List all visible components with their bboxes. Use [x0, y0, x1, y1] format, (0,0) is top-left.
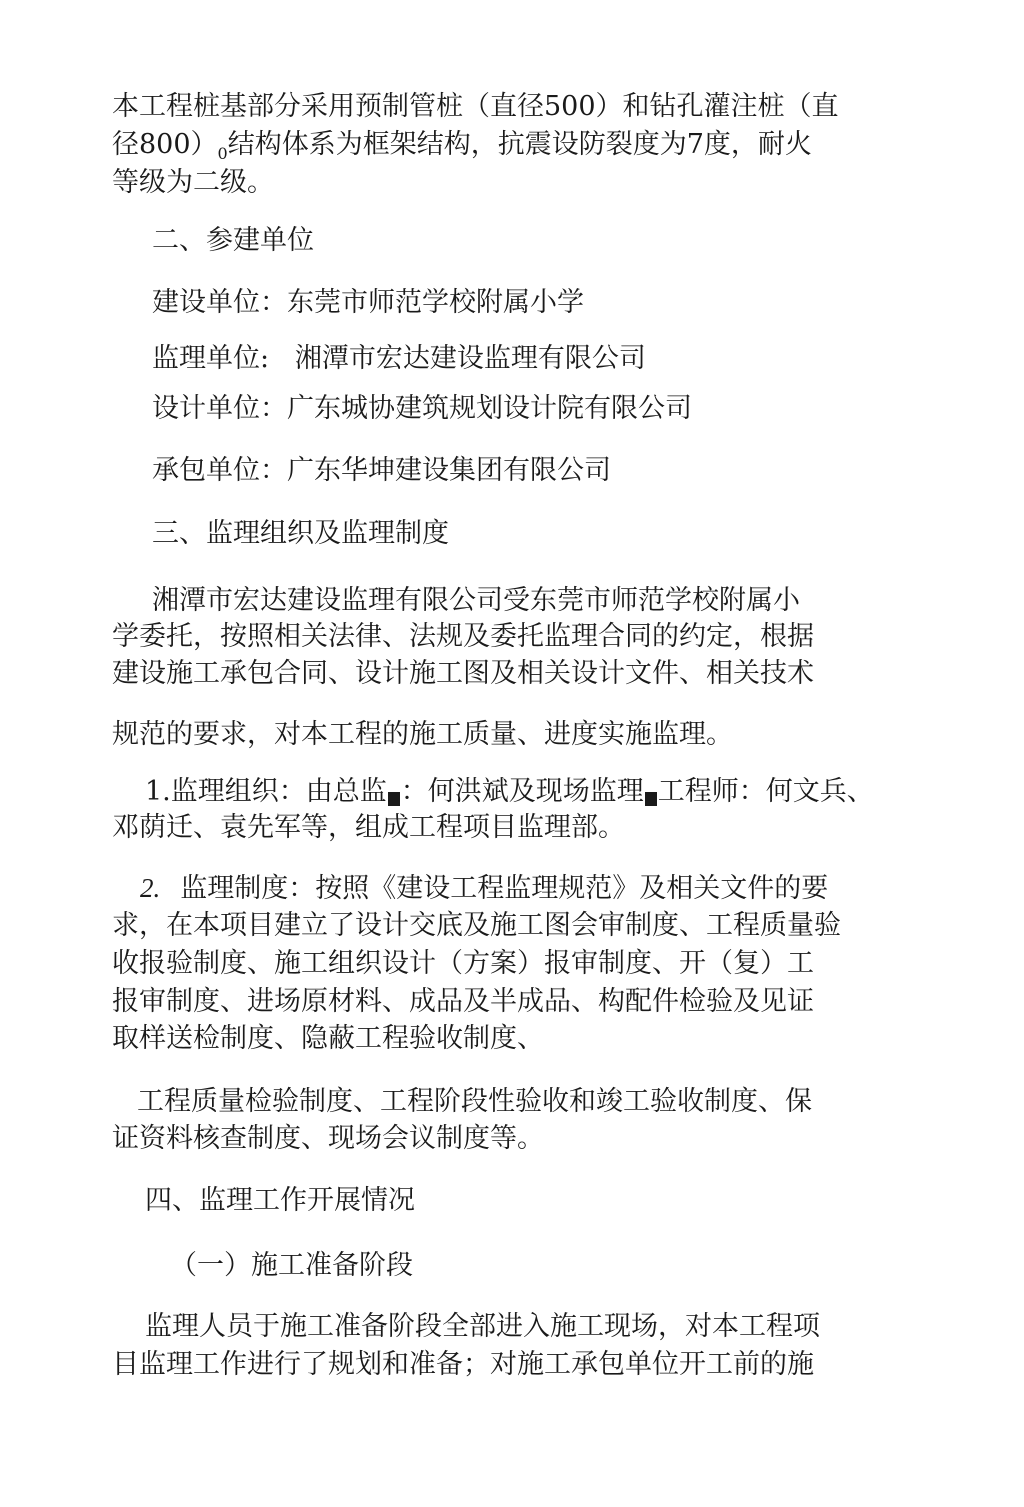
section4-heading: 四、监理工作开展情况 [145, 1185, 415, 1216]
item1-line1-b: ：何洪斌及现场监理 [400, 776, 644, 807]
item2-line3: 收报验制度、施工组织设计（方案）报审制度、开（复）工 [112, 948, 814, 979]
item1-line2: 邓荫迁、袁先军等，组成工程项目监理部。 [112, 812, 625, 843]
para3-line1: 监理人员于施工准备阶段全部进入施工现场，对本工程项 [145, 1311, 820, 1342]
scan-artifact-mark [388, 792, 400, 806]
para2-line2: 学委托，按照相关法律、法规及委托监理合同的约定，根据 [112, 621, 814, 652]
item2-line1 [140, 869, 828, 908]
designer-unit: 设计单位：广东城协建筑规划设计院有限公司 [152, 393, 692, 424]
item2-number: 2. [140, 873, 161, 903]
para1-line3: 等级为二级。 [112, 167, 274, 198]
para3-line2: 目监理工作进行了规划和准备；对施工承包单位开工前的施 [112, 1349, 814, 1380]
item1-line1-a: 1.监理组织：由总监 [145, 776, 387, 807]
para2-line1: 湘潭市宏达建设监理有限公司受东莞市师范学校附属小 [152, 585, 800, 616]
item1-line1 [145, 773, 874, 811]
para1-line1: 本工程桩基部分采用预制管桩（直径500）和钻孔灌注桩（直 [112, 91, 839, 122]
builder-unit: 建设单位：东莞市师范学校附属小学 [152, 287, 584, 318]
scan-artifact-mark [645, 792, 657, 806]
item1-line1-c: 工程师：何文兵、 [657, 776, 874, 807]
contractor-unit: 承包单位：广东华坤建设集团有限公司 [152, 455, 611, 486]
item2-line4: 报审制度、进场原材料、成品及半成品、构配件检验及见证 [112, 986, 814, 1017]
supervisor-unit: 监理单位: 湘潭市宏达建设监理有限公司 [152, 343, 646, 374]
item2-line1-text: 监理制度：按照《建设工程监理规范》及相关文件的要 [180, 873, 829, 904]
para2-line4: 规范的要求，对本工程的施工质量、进度实施监理。 [112, 719, 733, 750]
subsection1-heading: （一）施工准备阶段 [170, 1250, 413, 1281]
para1-line2-start: 径800） [112, 129, 218, 160]
item2-line5: 取样送检制度、隐蔽工程验收制度、 [112, 1023, 544, 1054]
section2-heading: 二、参建单位 [152, 225, 314, 256]
para2-line3: 建设施工承包合同、设计施工图及相关设计文件、相关技术 [112, 658, 814, 689]
section3-heading: 三、监理组织及监理制度 [152, 518, 449, 549]
para1-line2-end: 结构体系为框架结构，抗震设防裂度为7度，耐火 [227, 129, 812, 160]
para1-line2-subscript: 0 [217, 144, 228, 163]
item2-line2: 求，在本项目建立了设计交底及施工图会审制度、工程质量验 [112, 910, 841, 941]
item2-line7: 证资料核查制度、现场会议制度等。 [112, 1123, 544, 1154]
item2-line6: 工程质量检验制度、工程阶段性验收和竣工验收制度、保 [137, 1086, 812, 1117]
